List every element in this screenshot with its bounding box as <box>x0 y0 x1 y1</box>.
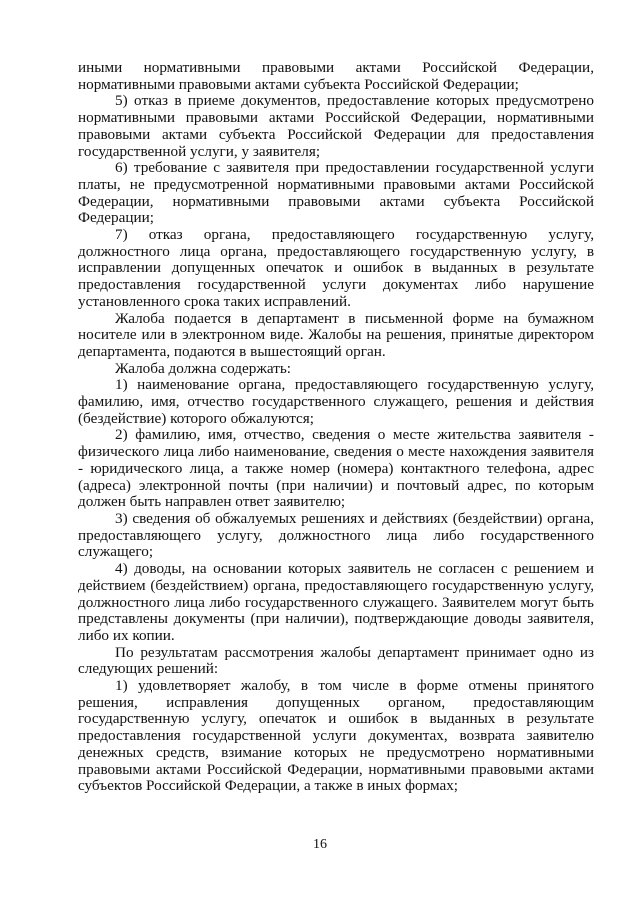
paragraph-contents-item-3: 3) сведения об обжалуемых решениях и действиях (бездействии) органа, предоставляющего услугу, должностного лица либо государственного служащего; <box>78 509 594 561</box>
paragraph-complaint-submission: Жалоба подается в департамент в письменной форме на бумажном носителе или в электронном виде. Жалобы на решения, принятые директором департамента, подаются в вышестоящий орган. <box>78 309 594 360</box>
page-number: 16 <box>313 837 327 852</box>
paragraph-decision-item-1: 1) удовлетворяет жалобу, в том числе в форме отмены принятого решения, исправления допущенных органом, предоставляющим государственную услугу, опечаток и ошибок в выданных в результате предоставления государственной услуги документах, возврата заявителю денежных средств, взимание которых не предусмотрено нормативными правовыми актами Российской Федерации, нормативными правовыми актами субъектов Российской Федерации, а также в иных формах; <box>78 677 594 795</box>
paragraph-item-5: 5) отказ в приеме документов, предоставление которых предусмотрено нормативными правовыми актами Российской Федерации, нормативными правовыми актами субъекта Российской Федерации для предоставления государственной услуги, у заявителя; <box>78 92 594 160</box>
paragraph-item-6: 6) требование с заявителя при предоставлении государственной услуги платы, не предусмотренной нормативными правовыми актами Российской Федерации, нормативными правовыми актами субъекта Российской Федерации; <box>78 159 594 227</box>
document-body <box>78 60 594 795</box>
paragraph: иными нормативными правовыми актами Российской Федерации, нормативными правовыми актами субъекта Российской Федерации; <box>78 59 594 93</box>
paragraph-contents-item-4: 4) доводы, на основании которых заявитель не согласен с решением и действием (бездействием) органа, предоставляющего государственную услугу, должностного лица либо государственного служащего. Заявителем могут быть представлены документы (при наличии), подтверждающие доводы заявителя, либо их копии. <box>78 560 594 644</box>
paragraph-contents-item-1: 1) наименование органа, предоставляющего государственную услугу, фамилию, имя, отчество государственного служащего, решения и действия (бездействие) которого обжалуются; <box>78 376 594 427</box>
paragraph-decisions-intro: По результатам рассмотрения жалобы департамент принимает одно из следующих решений: <box>78 643 594 678</box>
paragraph-item-7: 7) отказ органа, предоставляющего государственную услугу, должностного лица органа, предоставляющего государственную услугу, в исправлении допущенных опечаток и ошибок в выданных в результате предоставления государственной услуги документах либо нарушение установленного срока таких исправлений. <box>78 226 594 310</box>
paragraph-complaint-contents-intro: Жалоба должна содержать: <box>115 359 291 377</box>
paragraph-contents-item-2: 2) фамилию, имя, отчество, сведения о месте жительства заявителя - физического лица либо наименование, сведения о месте нахождения заявителя - юридического лица, а также номер (номера) контактного телефона, адрес (адреса) электронной почты (при наличии) и почтовый адрес, по которым должен быть направлен ответ заявителю; <box>78 426 594 511</box>
